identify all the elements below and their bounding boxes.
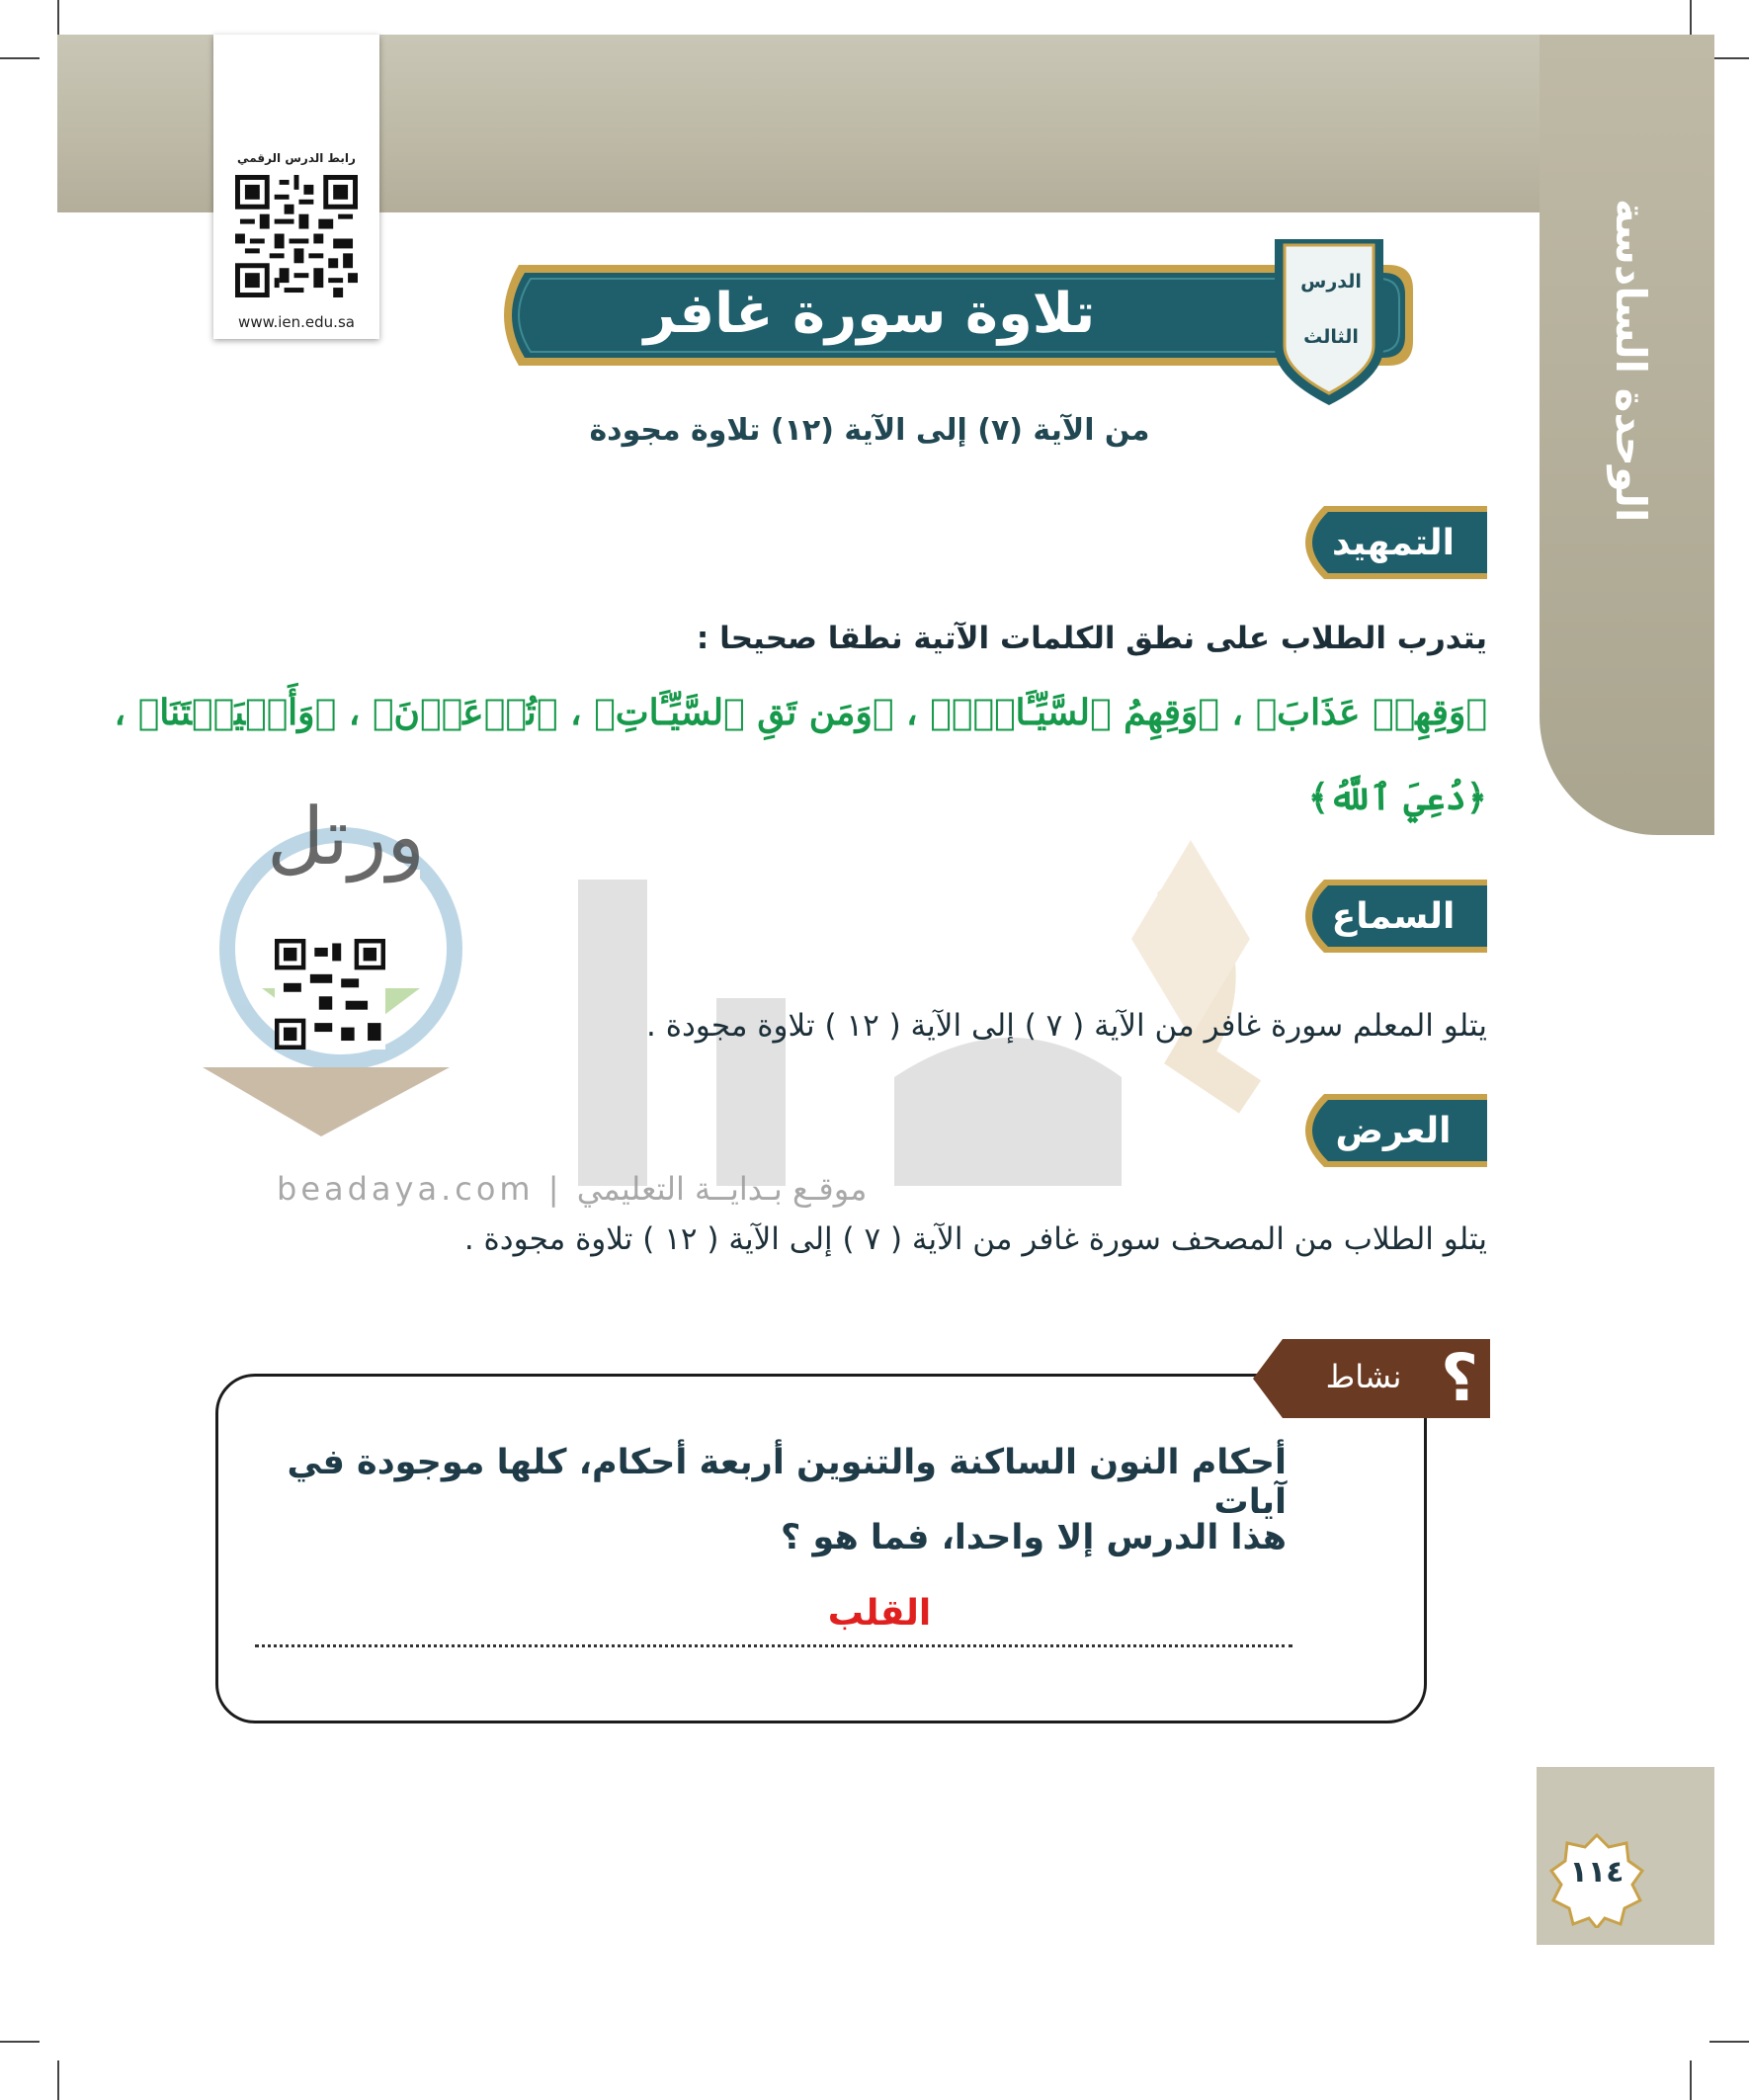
answer-line[interactable] — [255, 1644, 1292, 1647]
crop-mark — [57, 2060, 59, 2100]
lesson-tag-line1: الدرس — [1300, 271, 1362, 293]
ard-text: يتلو الطلاب من المصحف سورة غافر من الآية ( ٧ ) إلى الآية ( ١٢ ) تلاوة مجودة . — [463, 1221, 1487, 1257]
qr-caption: رابط الدرس الرقمي — [237, 151, 356, 165]
lesson-tag-line2: الثالث — [1303, 326, 1359, 348]
section-label-tamheed: التمهيد — [1332, 523, 1455, 563]
activity-question-line1: أحكام النون الساكنة والتنوين أربعة أحكام، كلها موجودة في آيات — [287, 1443, 1287, 1522]
verse-words-line2: ﴿دُعِيَ ٱللَّهُ﴾ — [1307, 777, 1487, 818]
crop-mark — [1709, 57, 1749, 59]
unit-label: الوحدة السادسة — [1607, 199, 1655, 523]
crop-mark — [0, 2041, 40, 2043]
question-mark-icon: ؟ — [1440, 1340, 1479, 1416]
crop-mark — [1690, 0, 1692, 40]
lesson-title: تلاوة سورة غافر — [643, 282, 1096, 346]
tamheed-instruction: يتدرب الطلاب على نطق الكلمات الآتية نطقا صحيحا : — [696, 621, 1487, 656]
watermark-qr-icon — [275, 939, 385, 1050]
page-number: ١١٤ — [1569, 1855, 1624, 1890]
crop-mark — [1709, 2041, 1749, 2043]
qr-url[interactable]: www.ien.edu.sa — [238, 313, 355, 331]
activity-label: نشاط — [1325, 1358, 1402, 1395]
watermark-calligraphy: ورتل — [266, 791, 426, 882]
crop-mark — [1690, 2060, 1692, 2100]
activity-question-line2: هذا الدرس إلا واحدا، فما هو ؟ — [781, 1518, 1287, 1557]
verse-words-line1: ﴿وَقِهِمۡ عَذَابَ﴾ ، ﴿وَقِهِمُ ٱلسَّيِّـَٔاتِۚ﴾ ، ﴿وَمَن تَقِ ٱلسَّيِّـَٔاتِ﴾ ، ﴿تُدۡعَوۡنَ﴾ ، ﴿وَأَحۡيَيۡتَنَا﴾ ، — [114, 692, 1487, 733]
lesson-number-tag — [1255, 239, 1403, 405]
section-label-ard: العرض — [1335, 1111, 1452, 1151]
watermark-site: beadaya.com | موقـع بـدايــة التعليمي — [277, 1170, 868, 1208]
digital-lesson-qr-card[interactable] — [213, 35, 379, 339]
crop-mark — [0, 57, 40, 59]
samaa-text: يتلو المعلم سورة غافر من الآية ( ٧ ) إلى الآية ( ١٢ ) تلاوة مجودة . — [646, 1008, 1487, 1044]
qr-code-icon[interactable] — [235, 175, 358, 297]
section-label-samaa: السماع — [1331, 896, 1456, 937]
crop-mark — [57, 0, 59, 40]
lesson-subtitle: من الآية (٧) إلى الآية (١٢) تلاوة مجودة — [589, 413, 1150, 448]
activity-answer[interactable]: القلب — [827, 1593, 932, 1634]
